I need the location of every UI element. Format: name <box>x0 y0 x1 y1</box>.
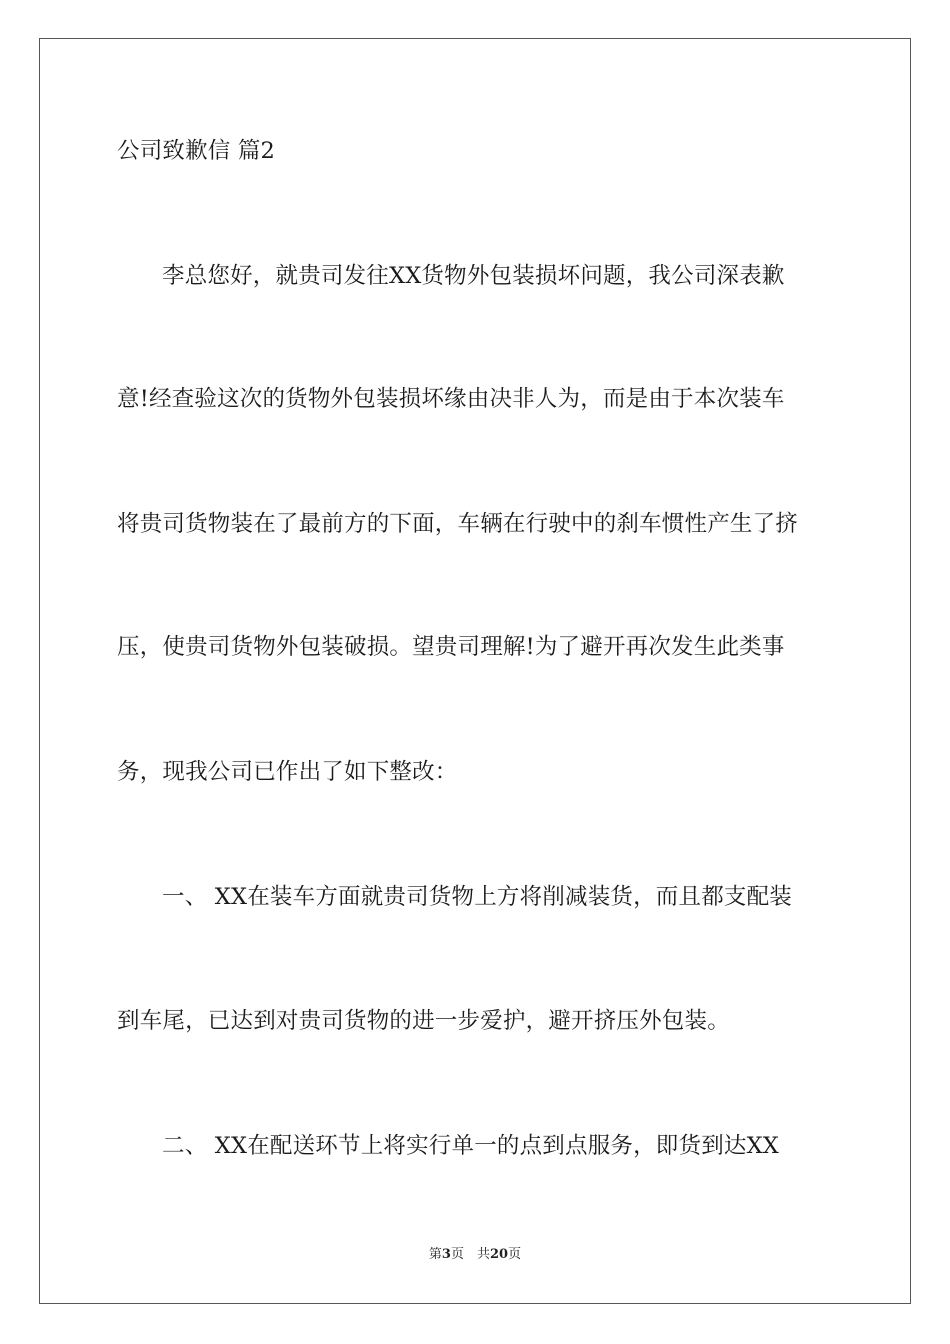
paragraph-line: 意!经查验这次的货物外包装损坏缘由决非人为，而是由于本次装车 <box>117 386 785 412</box>
page-footer <box>0 1247 950 1263</box>
paragraph-line: 李总您好，就贵司发往XX货物外包装损坏问题，我公司深表歉 <box>162 263 785 289</box>
paragraph-line: 压，使贵司货物外包装破损。望贵司理解!为了避开再次发生此类事 <box>117 634 785 660</box>
paragraph-line: 二、 XX在配送环节上将实行单一的点到点服务，即货到达XX <box>162 1133 780 1159</box>
footer-mid: 页 共 <box>450 1247 490 1262</box>
footer-prefix: 第 <box>428 1247 442 1262</box>
page-frame <box>39 38 911 1304</box>
paragraph-line: 将贵司货物装在了最前方的下面，车辆在行驶中的刹车惯性产生了挤 <box>117 511 799 537</box>
footer-suffix: 页 <box>508 1247 522 1262</box>
paragraph-line: 一、 XX在装车方面就贵司货物上方将削减装货，而且都支配装 <box>162 884 792 910</box>
paragraph-line: 到车尾，已达到对贵司货物的进一步爱护，避开挤压外包装。 <box>117 1008 730 1034</box>
footer-page-number: 3 <box>441 1247 451 1262</box>
paragraph-line: 务，现我公司已作出了如下整改： <box>117 759 458 785</box>
document-heading: 公司致歉信 篇2 <box>117 138 276 164</box>
footer-total-pages: 20 <box>489 1247 509 1262</box>
